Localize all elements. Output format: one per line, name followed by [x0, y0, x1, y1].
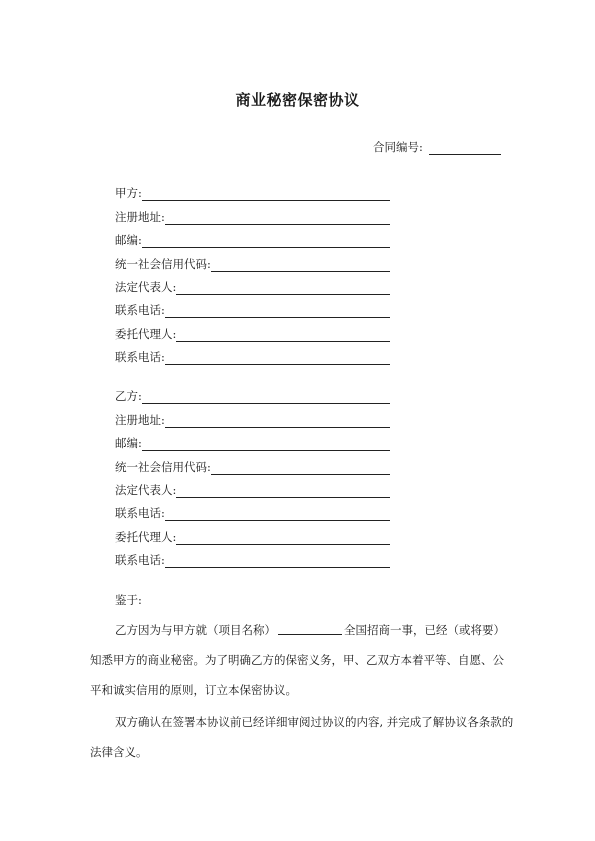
party-a-credit-code-blank[interactable]: [211, 257, 390, 272]
party-a-name-row: [115, 181, 390, 204]
field-label: 邮编:: [115, 436, 142, 451]
party-a-agent-phone-blank[interactable]: [165, 350, 390, 365]
party-a-legal-rep-row: [115, 275, 390, 298]
field-label: 统一社会信用代码:: [115, 459, 211, 474]
field-label: 注册地址:: [115, 412, 165, 427]
field-label: 联系电话:: [115, 506, 165, 521]
recital-text-start: 乙方因为与甲方就（项目名称）: [115, 623, 276, 637]
field-label: 联系电话:: [115, 350, 165, 365]
party-a-name-blank[interactable]: [142, 186, 390, 201]
field-label: 联系电话:: [115, 303, 165, 318]
field-label: 委托代理人:: [115, 529, 177, 544]
contract-number-label: 合同编号:: [373, 140, 423, 154]
field-label: 委托代理人:: [115, 326, 177, 341]
party-b-phone-row: [115, 501, 390, 524]
party-b-postcode-row: [115, 431, 390, 454]
party-b-legal-rep-row: [115, 478, 390, 501]
party-b-address-blank[interactable]: [165, 413, 390, 428]
party-b-section: [115, 384, 390, 571]
party-b-name-blank[interactable]: [142, 389, 390, 404]
field-label: 法定代表人:: [115, 279, 177, 294]
party-b-agent-blank[interactable]: [176, 530, 390, 545]
whereas-heading: 鉴于:: [115, 593, 142, 607]
party-a-postcode-row: [115, 228, 390, 251]
recital-paragraph: [90, 615, 515, 705]
party-b-credit-code-row: [115, 454, 390, 477]
party-b-agent-phone-row: [115, 548, 390, 571]
field-label: 注册地址:: [115, 209, 165, 224]
project-name-blank[interactable]: [278, 621, 342, 635]
party-a-phone-blank[interactable]: [165, 303, 390, 318]
party-a-agent-row: [115, 321, 390, 344]
field-label: 邮编:: [115, 233, 142, 248]
contract-number-blank[interactable]: [429, 141, 501, 155]
party-a-agent-phone-row: [115, 345, 390, 368]
party-a-legal-rep-blank[interactable]: [176, 280, 390, 295]
party-b-phone-blank[interactable]: [165, 506, 390, 521]
field-label: 甲方:: [115, 186, 142, 201]
party-a-address-blank[interactable]: [165, 210, 390, 225]
party-a-phone-row: [115, 298, 390, 321]
party-b-agent-row: [115, 524, 390, 547]
party-a-address-row: [115, 204, 390, 227]
contract-number: [373, 139, 501, 155]
party-a-section: [115, 181, 390, 368]
party-b-legal-rep-blank[interactable]: [176, 483, 390, 498]
party-b-credit-code-blank[interactable]: [211, 460, 390, 475]
party-a-postcode-blank[interactable]: [142, 233, 390, 248]
confirmation-paragraph: 双方确认在签署本协议前已经详细审阅过协议的内容, 并完成了解协议各条款的法律含义。: [90, 715, 514, 759]
party-a-credit-code-row: [115, 251, 390, 274]
recital-text-end: 全国招商一事，已经（或将要）知悉甲方的商业秘密。为了明确乙方的保密义务，甲、乙双方本着平等、自愿、公平和诚实信用的原则，订立本保密协议。: [90, 623, 505, 697]
party-a-agent-blank[interactable]: [176, 327, 390, 342]
field-label: 法定代表人:: [115, 482, 177, 497]
field-label: 统一社会信用代码:: [115, 256, 211, 271]
field-label: 乙方:: [115, 389, 142, 404]
document-title: 商业秘密保密协议: [235, 91, 360, 109]
party-b-postcode-blank[interactable]: [142, 436, 390, 451]
party-b-agent-phone-blank[interactable]: [165, 553, 390, 568]
party-b-address-row: [115, 407, 390, 430]
field-label: 联系电话:: [115, 553, 165, 568]
party-b-name-row: [115, 384, 390, 407]
